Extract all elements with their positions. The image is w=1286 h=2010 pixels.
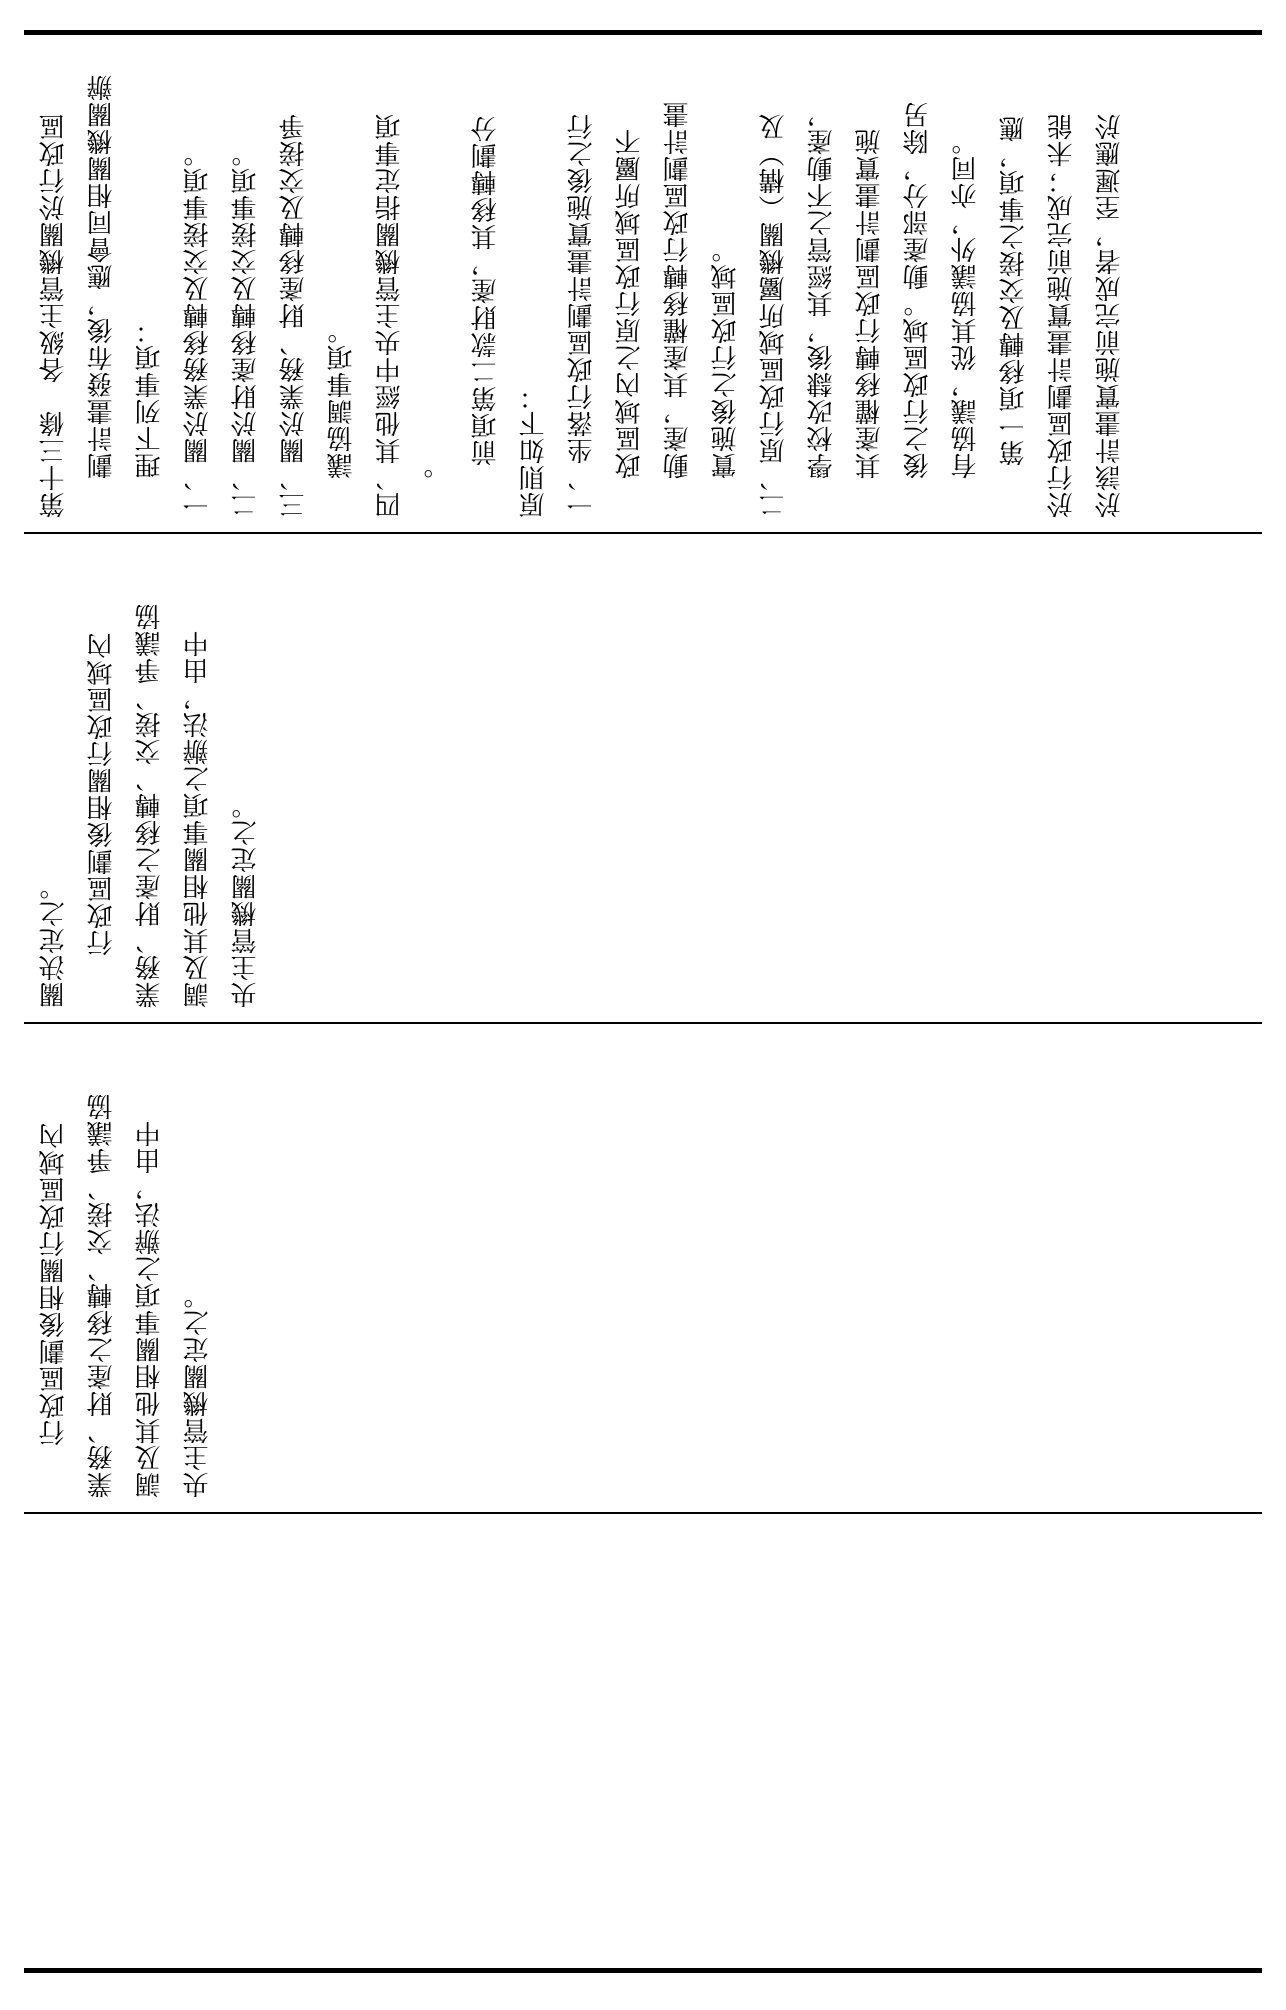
text-line: 一、關於業務移轉及交接事項。 [183, 140, 213, 518]
text-line: 央主管機關定之。 [183, 1282, 213, 1498]
text-line: 有協議，從其協議外，亦同。 [951, 128, 981, 479]
text-line: 前項第二款財產，其移轉劃分 [471, 115, 501, 466]
text-line: 議協調事項。 [327, 317, 357, 479]
text-line: 調及其他相關事項之辦法，由中 [183, 630, 213, 1008]
draft-provision-text [24, 1024, 1262, 1512]
text-line: 央主管機關定之。 [231, 792, 261, 1008]
text-line: 於該計畫實施前完成者，至遲應於 [1095, 113, 1125, 518]
text-line: 調及其他相關事項之辦法，由中 [135, 1120, 165, 1498]
text-line: 第一項移轉及交接之事項，應 [999, 115, 1029, 466]
text-line: 學校改隸後，其經管之不動產， [807, 101, 837, 479]
text-line: 原則如下： [519, 383, 549, 518]
text-line: 行政區劃後相關行政區域內 [39, 1122, 69, 1446]
text-line: 其產權移轉行政區劃計畫實施 [855, 128, 885, 479]
text-line: 四、其他經中央主管機關指定事項 [375, 113, 405, 518]
text-line: 理下列事項： [135, 317, 165, 479]
text-line: 行政區劃後相關行政區域內 [87, 632, 117, 956]
current-provision-section [24, 35, 1262, 532]
text-line: 。 [423, 452, 453, 479]
text-line: 政區域內之原行政區域所屬不 [615, 128, 645, 479]
text-line: 實施後之行政區域。 [711, 236, 741, 479]
text-line: 三、關於業務、財產移轉及交接爭 [279, 113, 309, 518]
middle-provision-text [24, 534, 1262, 1022]
bottom-rule [24, 1968, 1262, 1973]
text-line: 劃計畫發布後，應會同相關機關辦 [87, 74, 117, 479]
text-line: 二、關於財產移轉及交接事項。 [231, 140, 261, 518]
text-line: 於行政區劃計畫實施前完成；未能 [1047, 113, 1077, 518]
text-line: 關決定之。 [39, 873, 69, 1008]
text-line: 動產，其產權移轉行政區劃計畫 [663, 101, 693, 479]
text-line: 業務、財產之移轉、交接、爭議協 [135, 603, 165, 1008]
text-line: 二、原行政區域所屬機關（構）及 [759, 113, 789, 518]
text-line: 第十三條 各級主管機關於行政區 [39, 113, 69, 518]
empty-section [24, 1514, 1262, 1968]
text-line: 業務、財產之移轉、交接、爭議協 [87, 1093, 117, 1498]
current-provision-text [24, 35, 1262, 532]
text-line: 後之行政區域。動產部分，除另 [903, 101, 933, 479]
middle-provision-section [24, 534, 1262, 1022]
draft-provision-section [24, 1024, 1262, 1512]
text-line: 一、坐落行政區劃計畫實施後之行 [567, 113, 597, 518]
